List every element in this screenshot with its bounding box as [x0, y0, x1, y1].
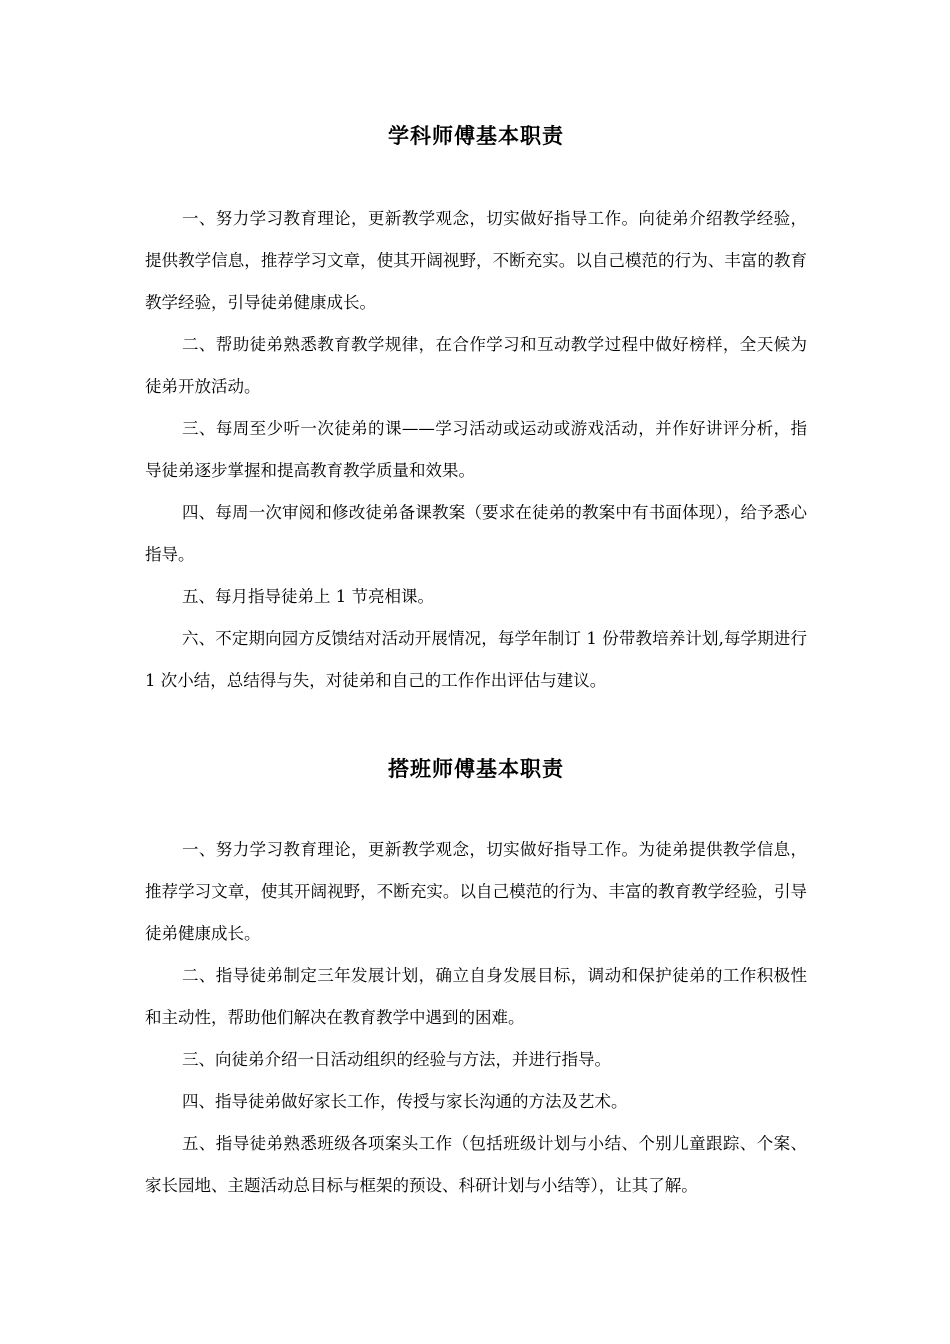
section-title-subject-mentor: 学科师傅基本职责: [388, 123, 564, 148]
paragraph: 五、指导徒弟熟悉班级各项案头工作（包括班级计划与小结、个别儿童跟踪、个案、家长园地、主题活动总目标与框架的预设、科研计划与小结等），让其了解。: [145, 1134, 807, 1195]
paragraph: 六、不定期向园方反馈结对活动开展情况，每学年制订 1 份带教培养计划,每学期进行 1 次小结，总结得与失，对徒弟和自己的工作作出评估与建议。: [145, 629, 807, 690]
paragraph: 二、帮助徒弟熟悉教育教学规律，在合作学习和互动教学过程中做好榜样，全天候为徒弟开放活动。: [145, 335, 807, 396]
paragraph: 二、指导徒弟制定三年发展计划，确立自身发展目标，调动和保护徒弟的工作积极性和主动性，帮助他们解决在教育教学中遇到的困难。: [145, 966, 807, 1027]
section-title-class-mentor: 搭班师傅基本职责: [388, 756, 564, 781]
paragraph: 五、每月指导徒弟上 1 节亮相课。: [182, 587, 434, 606]
paragraph: 四、指导徒弟做好家长工作，传授与家长沟通的方法及艺术。: [182, 1092, 628, 1111]
paragraph: 三、每周至少听一次徒弟的课——学习活动或运动或游戏活动，并作好讲评分析，指导徒弟逐步掌握和提高教育教学质量和效果。: [145, 419, 807, 480]
paragraph: 一、努力学习教育理论，更新教学观念，切实做好指导工作。为徒弟提供教学信息，推荐学习文章，使其开阔视野，不断充实。以自己模范的行为、丰富的教育教学经验，引导徒弟健康成长。: [145, 840, 807, 943]
paragraph: 三、向徒弟介绍一日活动组织的经验与方法，并进行指导。: [182, 1050, 611, 1069]
paragraph: 四、每周一次审阅和修改徒弟备课教案（要求在徒弟的教案中有书面体现），给予悉心指导。: [145, 503, 807, 564]
paragraph: 一、努力学习教育理论，更新教学观念，切实做好指导工作。向徒弟介绍教学经验，提供教学信息，推荐学习文章，使其开阔视野，不断充实。以自己模范的行为、丰富的教育教学经验，引导徒弟健康成长。: [145, 209, 807, 312]
